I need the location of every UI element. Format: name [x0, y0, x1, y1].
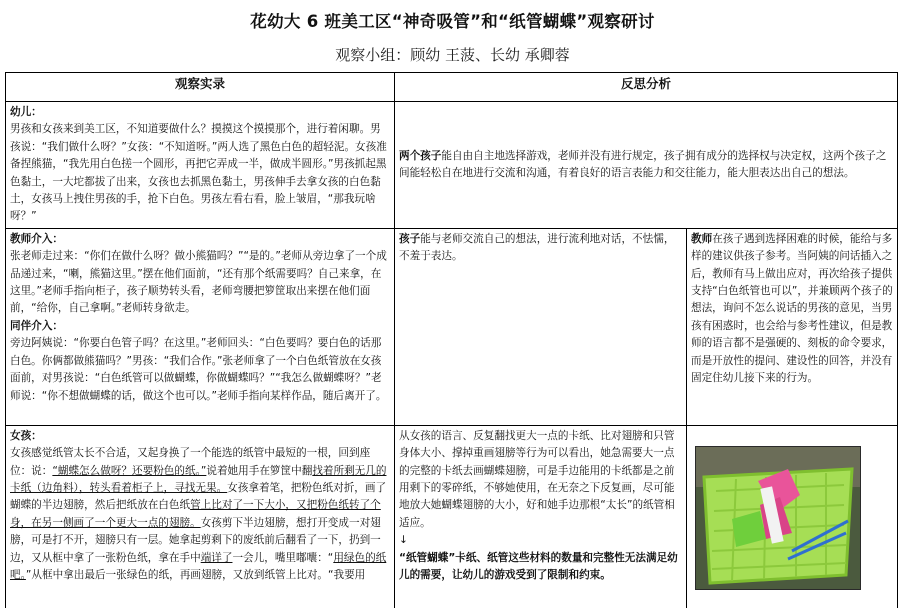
analysis-cell-materials [395, 425, 687, 608]
record-cell-children [6, 102, 395, 229]
basket-photo-icon [696, 447, 860, 589]
photo-cell [687, 425, 898, 608]
record-label-girl: 女孩： [10, 429, 42, 442]
observation-photo [695, 446, 861, 590]
analysis-subject: 孩子 [399, 232, 421, 245]
col-header-analysis: 反思分析 [395, 73, 898, 102]
analysis-conclusion: “纸管蝴蝶”卡纸、纸管这些材料的数量和完整性无法满足幼儿的需要，让幼儿的游戏受到了限制和约束。 [399, 551, 678, 582]
record-label-children: 幼儿： [10, 106, 42, 118]
analysis-text: 能与老师交流自己的想法，进行流利地对话，不怯懦，不羞于表达。 [399, 232, 675, 263]
analysis-cell-teacher [687, 228, 898, 425]
down-arrow-icon: ↓ [399, 534, 408, 547]
record-text-girl: 女孩感觉纸管太长不合适，又起身换了一个能选的纸管中最短的一根，回到座位：说：“蝴蝶怎么做呀？还要粉色的纸。”说着她用手在箩筐中翻找着所剩无几的卡纸（边角料），转头看着柜子上，寻找无果。女孩拿着笔，把粉色纸对折，画了蝴蝶的半边翅膀，然后把纸放在白色纸管上比对了一下大小，又把粉色纸转了个身，在另一侧画了一个更大一点的翅膀。女孩剪下半边翅膀，想打开变成一对翅膀，可是打不开，翅膀只有一层。她拿起剪剩下的废纸前后翻看了一下，扔到一边，又从框中拿了一张粉色纸，拿在手中端详了一会儿，嘴里嘟囔：“用绿色的纸吧。”从框中拿出最后一张绿色的纸，再画翅膀，又放到纸管上比对。“我要用 [10, 447, 387, 582]
analysis-text: 从女孩的语言、反复翻找更大一点的卡纸、比对翅膀和只管身体大小、撑掉重画翅膀等行为可以看出，她急需要大一点的完整的卡纸去画蝴蝶翅膀，可是手边能用的卡纸都是之前用剩下的零碎纸，不够她使用，在无奈之下反复画，尽可能地放大她蝴蝶翅膀的大小，好和她手边那根“太长”的纸管相适应。 [399, 429, 675, 529]
record-label-teacher: 教师介入： [10, 232, 63, 245]
analysis-text: 能自由自主地选择游戏，老师并没有进行规定，孩子拥有成分的选择权与决定权，这两个孩子之间能轻松自在地进行交流和沟通，有着良好的语言表能力和交往能力，能大胆表达出自己的想法。 [399, 149, 887, 179]
analysis-text: 在孩子遇到选择困难的时候，能给与多样的建议供孩子参考。当阿姨的问话插入之后，教师有马上做出应对，再次给孩子提供支持“白色纸管也可以”，并兼顾两个孩子的想法，询问不怎么说话的男孩的意见，当男孩有困惑时，也会给与参考性建议，但是教师的语言都不是强硬的、刻板的命令要求，而是开放性的提问、建设性的回答，并没有固定住幼儿接下来的行为。 [691, 232, 893, 385]
record-cell-girl [6, 425, 395, 608]
record-label-peer: 同伴介入： [10, 319, 63, 332]
observer-group: 观察小组：顾幼 王菠、长幼 承卿蓉 [335, 46, 570, 64]
record-cell-teacher [6, 228, 395, 425]
record-text-children: 男孩和女孩来到美工区，不知道要做什么？摸摸这个摸摸那个，进行着闲聊。男孩说：“我们做什么呀？”女孩：“不知道呀。”两人选了黑色白色的超轻泥。女孩准备捏熊猫，“我先用白色搓一个圆形，再把它弄成一半，做成半圆形。”男孩抓起黑色黏土，一大坨都拔了出来，女孩也去抓黑色黏土，男孩伸手去拿女孩的白色黏土，女孩马上拽住男孩的手，抢下白色。男孩左看右看，脸上皱眉，“那我玩啥呀？” [10, 123, 387, 223]
document-title: 花幼大 6 班美工区“神奇吸管”和“纸管蝴蝶”观察研讨 [250, 12, 655, 31]
record-text-peer: 旁边阿姨说：“你要白色管子吗？在这里。”老师回头：“白色要吗？要白色的话那白色。你俩都做熊猫吗？”男孩：“我们合作。”张老师拿了一个白色纸管放在女孩面前，对男孩说：“白色纸管可以做蝴蝶，你做蝴蝶吗？”“我怎么做蝴蝶呀？”老师说：“你不想做蝴蝶的话，做这个也可以。”老师手指向某样作品，随后离开了。 [10, 337, 387, 402]
col-header-record: 观察实录 [6, 73, 395, 102]
observation-table [5, 72, 898, 608]
analysis-cell-child [395, 228, 687, 425]
analysis-cell-children [395, 102, 898, 229]
analysis-subject: 教师 [691, 232, 713, 245]
record-text-teacher: 张老师走过来：“你们在做什么呀？做小熊猫吗？”“是的。”老师从旁边拿了一个成品递过来，“喇，熊猫这里。”摆在他们面前，“还有那个纸需要吗？自己来拿，在这里。”老师手指向柜子，孩子顺势转头看，老师弯腰把箩筐取出来摆在他们面前，“给你，自己拿啊。”老师转身欲走。 [10, 250, 387, 315]
analysis-subject: 两个孩子 [399, 149, 442, 162]
